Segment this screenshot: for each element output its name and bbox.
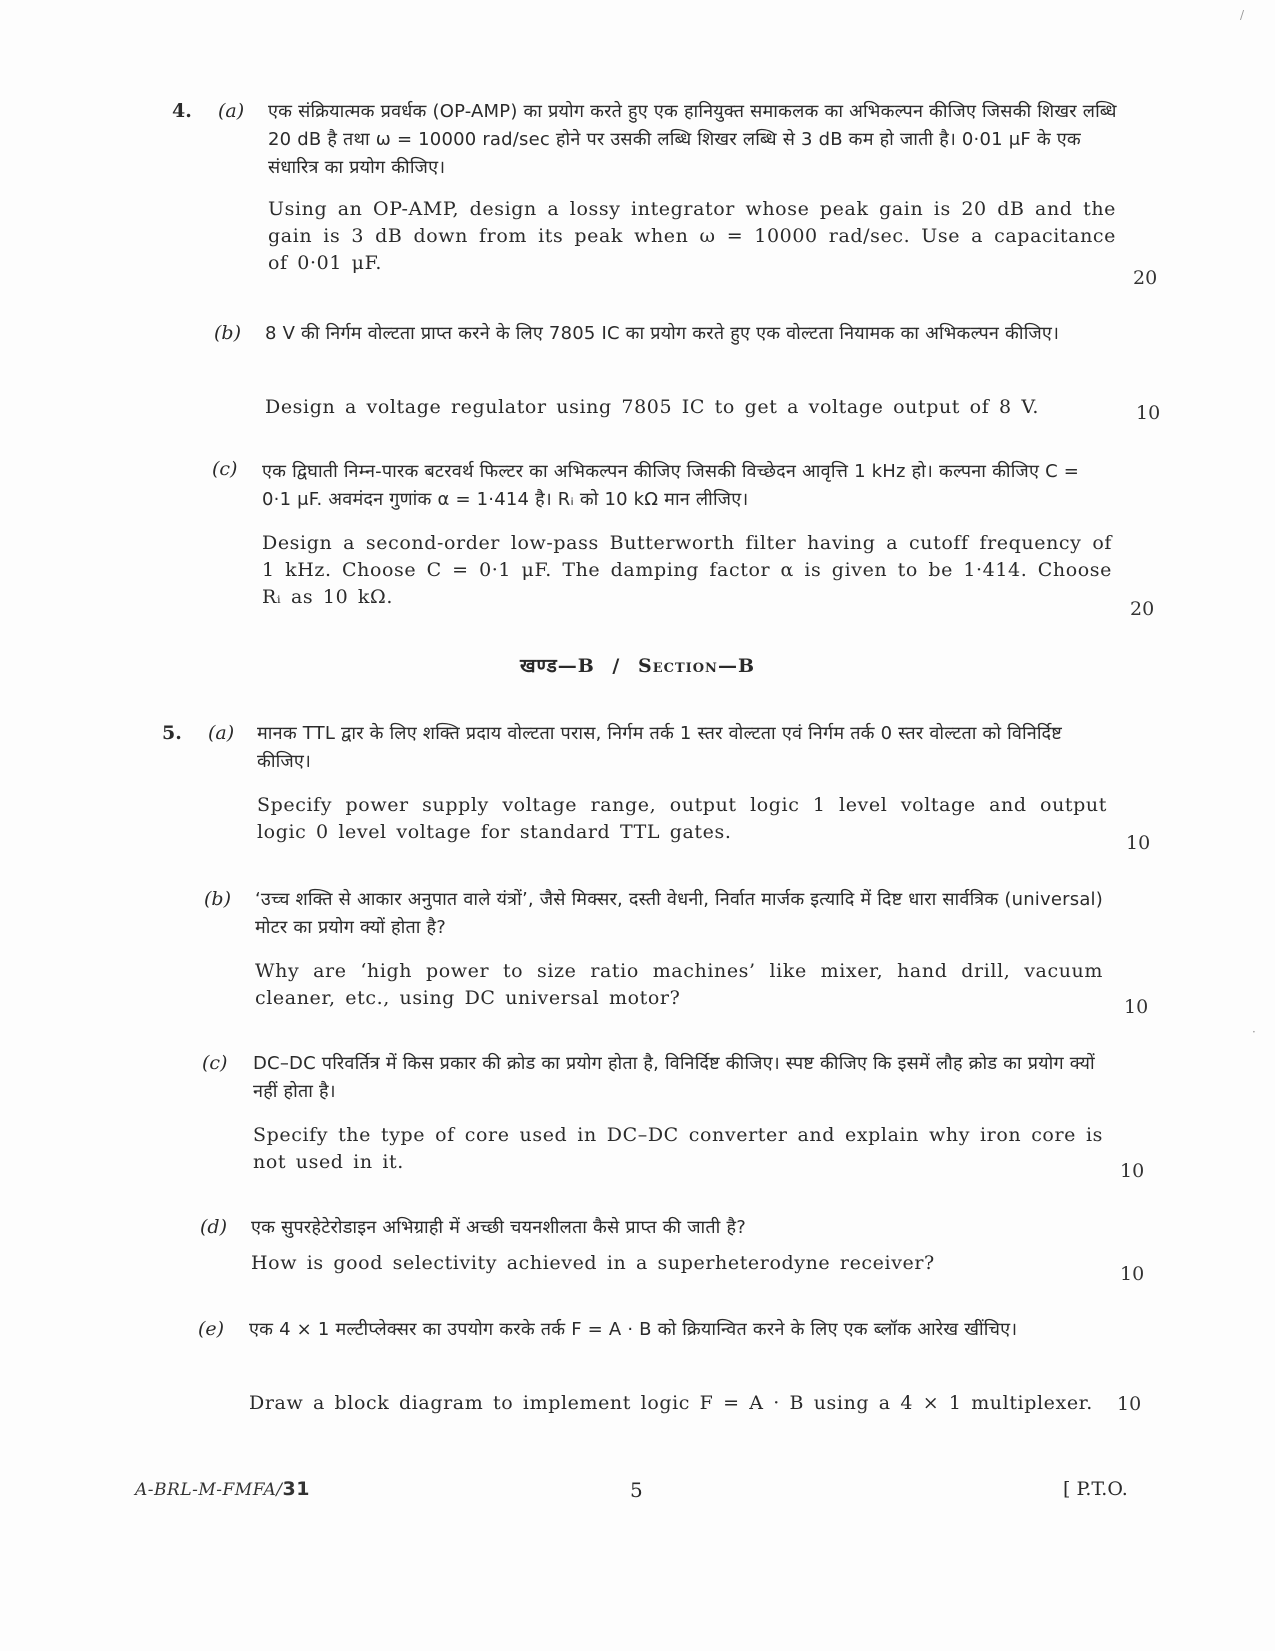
part-label-4b: (b): [214, 322, 241, 344]
marks-5a: 10: [1126, 832, 1151, 854]
paper-code-script: A-BRL-M-FMFA/: [135, 1480, 283, 1500]
paper-code: [135, 1478, 310, 1500]
question-5a-hindi: मानक TTL द्वार के लिए शक्ति प्रदाय वोल्टता परास, निर्गम तर्क 1 स्तर वोल्टता एवं निर्गम तर्क 0 स्तर वोल्टता को विनिर्दिष्ट कीजिए।: [257, 723, 1063, 772]
question-5c-english: Specify the type of core used in DC–DC converter and explain why iron core is not used in it.: [253, 1124, 1103, 1173]
scan-mark: /: [1240, 8, 1245, 22]
marks-5b: 10: [1124, 996, 1149, 1018]
section-heading: [0, 652, 1275, 678]
question-5d-english: How is good selectivity achieved in a superheterodyne receiver?: [251, 1252, 935, 1274]
marks-4a: 20: [1133, 267, 1158, 289]
part-label-5b: (b): [204, 888, 231, 910]
part-label-4c: (c): [212, 458, 238, 480]
section-heading-english: Section—B: [638, 655, 755, 677]
question-4a-english: Using an OP-AMP, design a lossy integrator whose peak gain is 20 dB and the gain is 3 dB down from its peak when ω = 10000 rad/sec. Use a capacitance of 0·01 μF.: [268, 198, 1116, 274]
part-label-5d: (d): [200, 1216, 227, 1238]
page-number: 5: [630, 1478, 643, 1502]
marks-5c: 10: [1120, 1160, 1145, 1182]
part-label-5e: (e): [198, 1318, 225, 1340]
question-5e-english: Draw a block diagram to implement logic F = A · B using a 4 × 1 multiplexer.: [249, 1392, 1093, 1414]
section-heading-separator: /: [612, 655, 621, 677]
marks-4b: 10: [1136, 402, 1161, 424]
question-5e-hindi: एक 4 × 1 मल्टीप्लेक्सर का उपयोग करके तर्क F = A · B को क्रियान्वित करने के लिए एक ब्लॉक आरेख खींचिए।: [249, 1319, 1018, 1340]
part-label-5a: (a): [208, 722, 235, 744]
question-4b-hindi: 8 V की निर्गम वोल्टता प्राप्त करने के लिए 7805 IC का प्रयोग करते हुए एक वोल्टता नियामक का अभिकल्पन कीजिए।: [265, 323, 1060, 344]
question-5b-english: Why are ‘high power to size ratio machines’ like mixer, hand drill, vacuum cleaner, etc., using DC universal motor?: [255, 960, 1103, 1009]
question-5a-english: Specify power supply voltage range, output logic 1 level voltage and output logic 0 level voltage for standard TTL gates.: [257, 794, 1107, 843]
pto-note: [ P.T.O.: [1063, 1478, 1128, 1500]
question-4b-english: Design a voltage regulator using 7805 IC to get a voltage output of 8 V.: [265, 396, 1039, 418]
question-5d-hindi: एक सुपरहेटेरोडाइन अभिग्राही में अच्छी चयनशीलता कैसे प्राप्त की जाती है?: [251, 1217, 746, 1238]
marks-5e: 10: [1117, 1393, 1142, 1415]
part-label-5c: (c): [202, 1052, 228, 1074]
part-label-4a: (a): [218, 100, 245, 122]
paper-code-number: 31: [282, 1478, 310, 1500]
question-4c-hindi: एक द्विघाती निम्न-पारक बटरवर्थ फिल्टर का अभिकल्पन कीजिए जिसकी विच्छेदन आवृत्ति 1 kHz हो। कल्पना कीजिए C = 0·1 μF. अवमंदन गुणांक α = 1·414 है। Rᵢ को 10 kΩ मान लीजिए।: [262, 461, 1080, 510]
question-number-4: 4.: [172, 100, 192, 122]
question-number-5: 5.: [162, 722, 182, 744]
question-4a-hindi: एक संक्रियात्मक प्रवर्धक (OP-AMP) का प्रयोग करते हुए एक हानियुक्त समाकलक का अभिकल्पन कीजिए जिसकी शिखर लब्धि 20 dB है तथा ω = 10000 rad/sec होने पर उसकी लब्धि शिखर लब्धि से 3 dB कम हो जाती है। 0·01 μF के एक संधारित्र का प्रयोग कीजिए।: [268, 101, 1117, 178]
question-5b-hindi: ‘उच्च शक्ति से आकार अनुपात वाले यंत्रों’, जैसे मिक्सर, दस्ती वेधनी, निर्वात मार्जक इत्यादि में दिष्ट धारा सार्वत्रिक (universal) मोटर का प्रयोग क्यों होता है?: [255, 889, 1103, 938]
scan-mark: ·: [1252, 1025, 1256, 1039]
question-4c-english: Design a second-order low-pass Butterworth filter having a cutoff frequency of 1 kHz. Choose C = 0·1 μF. The damping factor α is given to be 1·414. Choose Rᵢ as 10 kΩ.: [262, 532, 1112, 608]
marks-5d: 10: [1120, 1263, 1145, 1285]
question-5c-hindi: DC–DC परिवर्तित्र में किस प्रकार की क्रोड का प्रयोग होता है, विनिर्दिष्ट कीजिए। स्पष्ट कीजिए कि इसमें लौह क्रोड का प्रयोग क्यों नहीं होता है।: [253, 1053, 1095, 1102]
marks-4c: 20: [1130, 598, 1155, 620]
section-heading-hindi: खण्ड—B: [520, 655, 595, 677]
